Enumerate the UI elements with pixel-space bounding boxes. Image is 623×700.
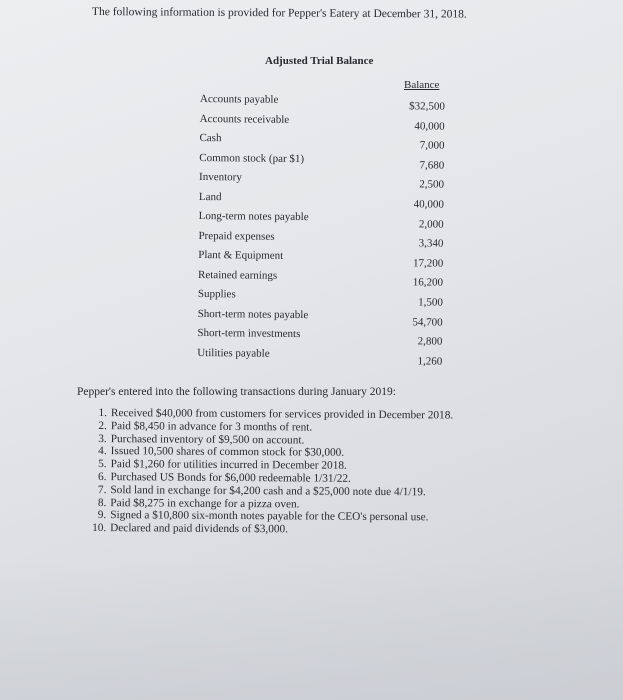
- transaction-text: Issued 10,500 shares of common stock for $30,000.: [110, 445, 345, 460]
- transaction-number: 8.: [97, 496, 107, 509]
- transaction-number: 9.: [97, 509, 107, 522]
- transaction-number: 1.: [98, 407, 107, 420]
- transaction-number: 6.: [97, 471, 107, 484]
- account-balance: 1,500: [418, 296, 443, 309]
- transaction-item: [92, 522, 452, 537]
- transaction-text: Paid $8,275 in exchange for a pizza oven.: [110, 496, 300, 511]
- transaction-text: Purchased US Bonds for $6,000 redeemable 1/31/22.: [110, 471, 351, 485]
- account-name: Accounts receivable: [199, 112, 290, 126]
- account-name: Long-term notes payable: [198, 209, 309, 224]
- account-balance: 2,000: [418, 217, 444, 231]
- account-name: Common stock (par $1): [199, 151, 305, 165]
- account-balance: 40,000: [414, 119, 445, 133]
- transaction-number: 10.: [92, 522, 107, 535]
- transaction-number: 5.: [98, 458, 107, 471]
- account-balance: 16,200: [412, 276, 444, 290]
- account-name: Utilities payable: [197, 346, 270, 360]
- account-name: Inventory: [199, 170, 242, 184]
- account-name: Land: [198, 190, 222, 203]
- account-balance: 2,800: [417, 335, 443, 348]
- account-balance: 1,260: [417, 355, 443, 368]
- transaction-text: Paid $8,450 in advance for 3 months of rent.: [110, 419, 313, 434]
- account-balance: 7,000: [419, 139, 445, 152]
- account-balance: 40,000: [413, 198, 444, 211]
- account-balance: 2,500: [419, 178, 445, 192]
- account-balance: 3,340: [418, 237, 444, 250]
- transaction-text: Declared and paid dividends of $3,000.: [110, 522, 289, 536]
- page-shadow: [0, 560, 623, 700]
- account-name: Short-term notes payable: [197, 307, 309, 321]
- account-name: Supplies: [197, 287, 236, 301]
- account-name: Accounts payable: [199, 92, 279, 106]
- account-name: Plant & Equipment: [198, 248, 284, 262]
- transactions-intro: Pepper's entered into the following transactions during January 2019:: [77, 386, 396, 398]
- transaction-number: 2.: [98, 419, 107, 432]
- transaction-text: Sold land in exchange for $4,200 cash and a $25,000 note due 4/1/19.: [110, 483, 426, 499]
- transaction-number: 7.: [97, 483, 107, 496]
- trial-balance-title: Adjusted Trial Balance: [265, 55, 374, 67]
- transaction-text: Signed a $10,800 six-month notes payable for the CEO's personal use.: [110, 509, 429, 524]
- account-balance-column: [377, 97, 445, 372]
- transaction-list: [92, 407, 453, 537]
- transaction-number: 3.: [98, 432, 107, 445]
- account-balance: 54,700: [412, 315, 443, 329]
- transaction-text: Purchased inventory of $9,500 on account.: [110, 432, 305, 447]
- account-name: Cash: [199, 131, 222, 145]
- account-balance: 17,200: [412, 257, 444, 270]
- transaction-text: Paid $1,260 for utilities incurred in December 2018.: [110, 458, 347, 472]
- intro-text: The following information is provided for Pepper's Eatery at December 31, 2018.: [91, 6, 467, 21]
- balance-column-header: Balance: [404, 79, 440, 91]
- account-name: Prepaid expenses: [198, 229, 275, 243]
- account-balance: 7,680: [419, 159, 445, 172]
- transaction-text: Received $40,000 from customers for services provided in December 2018.: [110, 407, 454, 422]
- transaction-number: 4.: [98, 445, 107, 458]
- account-balance: $32,500: [409, 100, 445, 113]
- account-name: Retained earnings: [198, 268, 278, 282]
- account-name-column: [197, 90, 310, 364]
- account-name: Short-term investments: [197, 326, 301, 341]
